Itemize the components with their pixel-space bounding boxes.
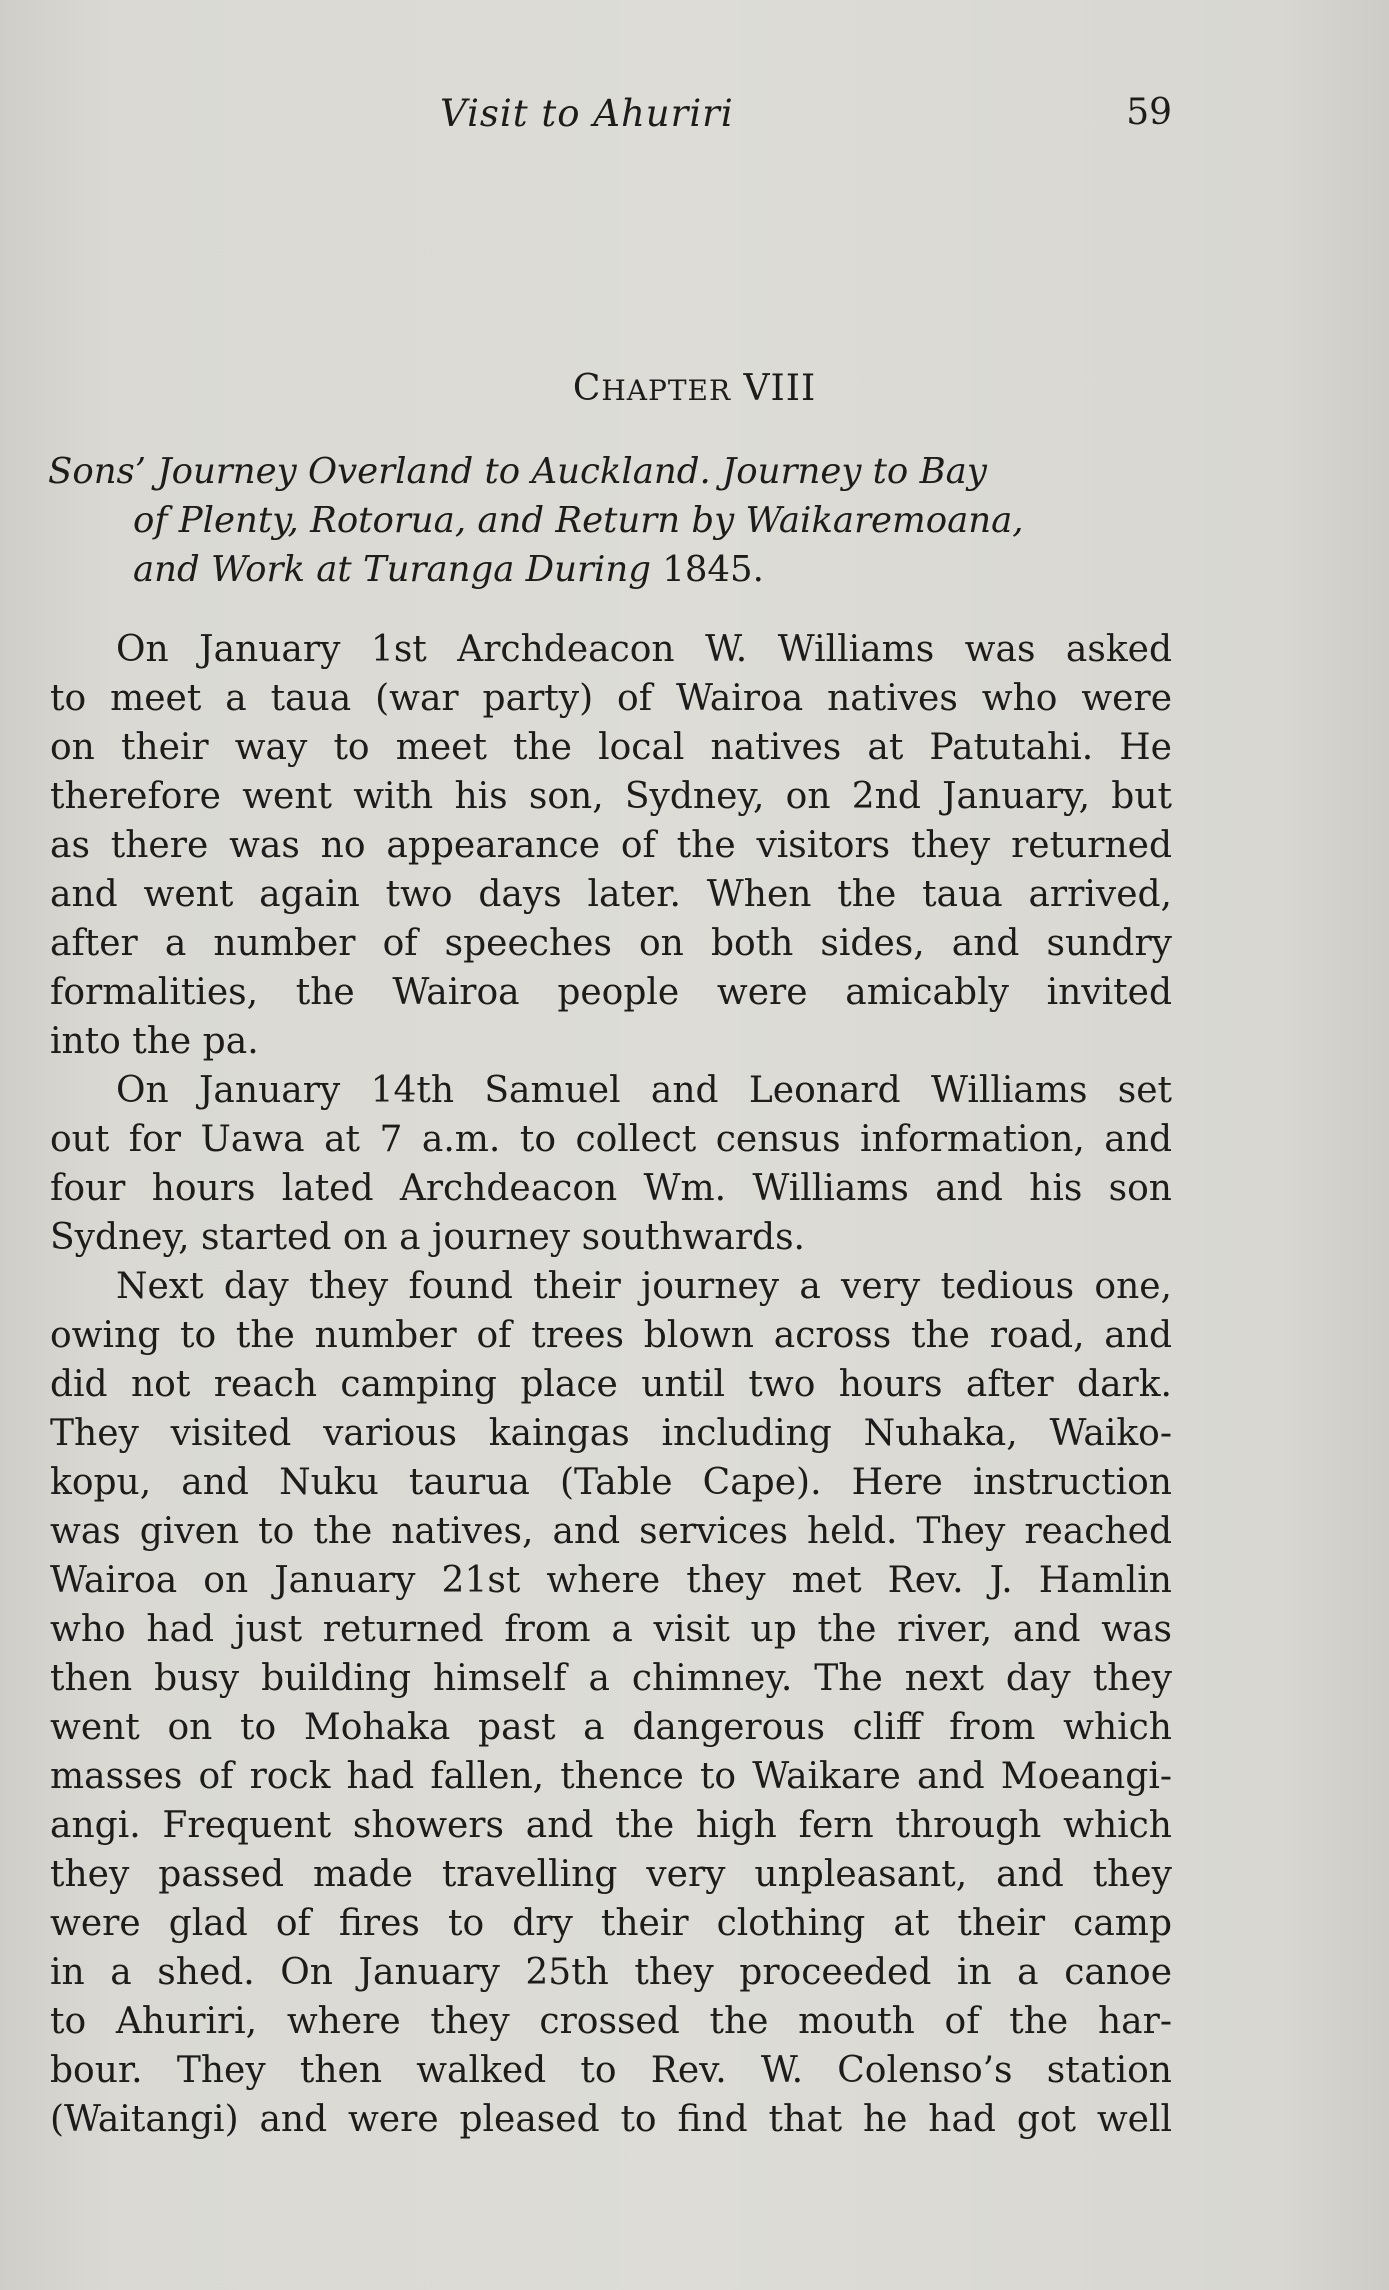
chapter-number: VIII: [743, 368, 817, 409]
text-line: on their way to meet the local natives at Patutahi. He: [50, 727, 1172, 768]
text-line: in a shed. On January 25th they proceeded in a canoe: [50, 1952, 1172, 1993]
text-line: was given to the natives, and services held. They reached: [50, 1511, 1172, 1552]
text-line: as there was no appearance of the visitors they returned: [50, 825, 1172, 866]
text-line: four hours lated Archdeacon Wm. Williams and his son: [50, 1168, 1172, 1209]
text-line: owing to the number of trees blown across the road, and: [50, 1315, 1172, 1356]
text-line: formalities, the Wairoa people were amicably invited: [50, 972, 1172, 1013]
text-line: bour. They then walked to Rev. W. Colenso’s station: [50, 2050, 1172, 2091]
text-line: who had just returned from a visit up the river, and was: [50, 1609, 1172, 1650]
body-text: [50, 625, 1172, 2144]
text-line: to meet a taua (war party) of Wairoa natives who were: [50, 678, 1172, 719]
text-line: kopu, and Nuku taurua (Table Cape). Here instruction: [50, 1462, 1172, 1503]
text-line: into the pa.: [50, 1021, 259, 1062]
running-head: [0, 92, 1389, 152]
text-line: therefore went with his son, Sydney, on 2nd January, but: [50, 776, 1172, 817]
text-line: then busy building himself a chimney. The next day they: [50, 1658, 1172, 1699]
chapter-label-rest: HAPTER: [601, 374, 732, 407]
text-line: They visited various kaingas including Nuhaka, Waiko-: [50, 1413, 1172, 1454]
text-line: Next day they found their journey a very tedious one,: [116, 1266, 1172, 1307]
synopsis-line: of Plenty, Rotorua, and Return by Waikaremoana,: [133, 500, 1024, 541]
page-number: 59: [1126, 92, 1172, 133]
text-line: did not reach camping place until two hours after dark.: [50, 1364, 1172, 1405]
text-line: out for Uawa at 7 a.m. to collect census information, and: [50, 1119, 1172, 1160]
text-line: (Waitangi) and were pleased to find that he had got well: [50, 2099, 1172, 2140]
text-line: went on to Mohaka past a dangerous cliff from which: [50, 1707, 1172, 1748]
text-line: Sydney, started on a journey southwards.: [50, 1217, 805, 1258]
chapter-synopsis: [48, 447, 1172, 594]
text-line: masses of rock had fallen, thence to Waikare and Moeangi-: [50, 1756, 1172, 1797]
text-line: Wairoa on January 21st where they met Rev. J. Hamlin: [50, 1560, 1172, 1601]
text-line: were glad of fires to dry their clothing at their camp: [50, 1903, 1172, 1944]
text-line: On January 1st Archdeacon W. Williams was asked: [116, 629, 1172, 670]
text-line: to Ahuriri, where they crossed the mouth of the har-: [50, 2001, 1172, 2042]
running-title: Visit to Ahuriri: [440, 92, 734, 135]
text-line: angi. Frequent showers and the high fern through which: [50, 1805, 1172, 1846]
chapter-label-initial: C: [572, 368, 602, 409]
text-line: they passed made travelling very unpleasant, and they: [50, 1854, 1172, 1895]
synopsis-line: Sons’ Journey Overland to Auckland. Journey to Bay: [48, 451, 987, 492]
synopsis-line: and Work at Turanga During 1845.: [133, 549, 764, 590]
synopsis-year: 1845.: [662, 549, 764, 590]
text-line: On January 14th Samuel and Leonard Williams set: [116, 1070, 1172, 1111]
text-line: and went again two days later. When the taua arrived,: [50, 874, 1172, 915]
chapter-heading: [0, 368, 1389, 409]
text-line: after a number of speeches on both sides, and sundry: [50, 923, 1172, 964]
